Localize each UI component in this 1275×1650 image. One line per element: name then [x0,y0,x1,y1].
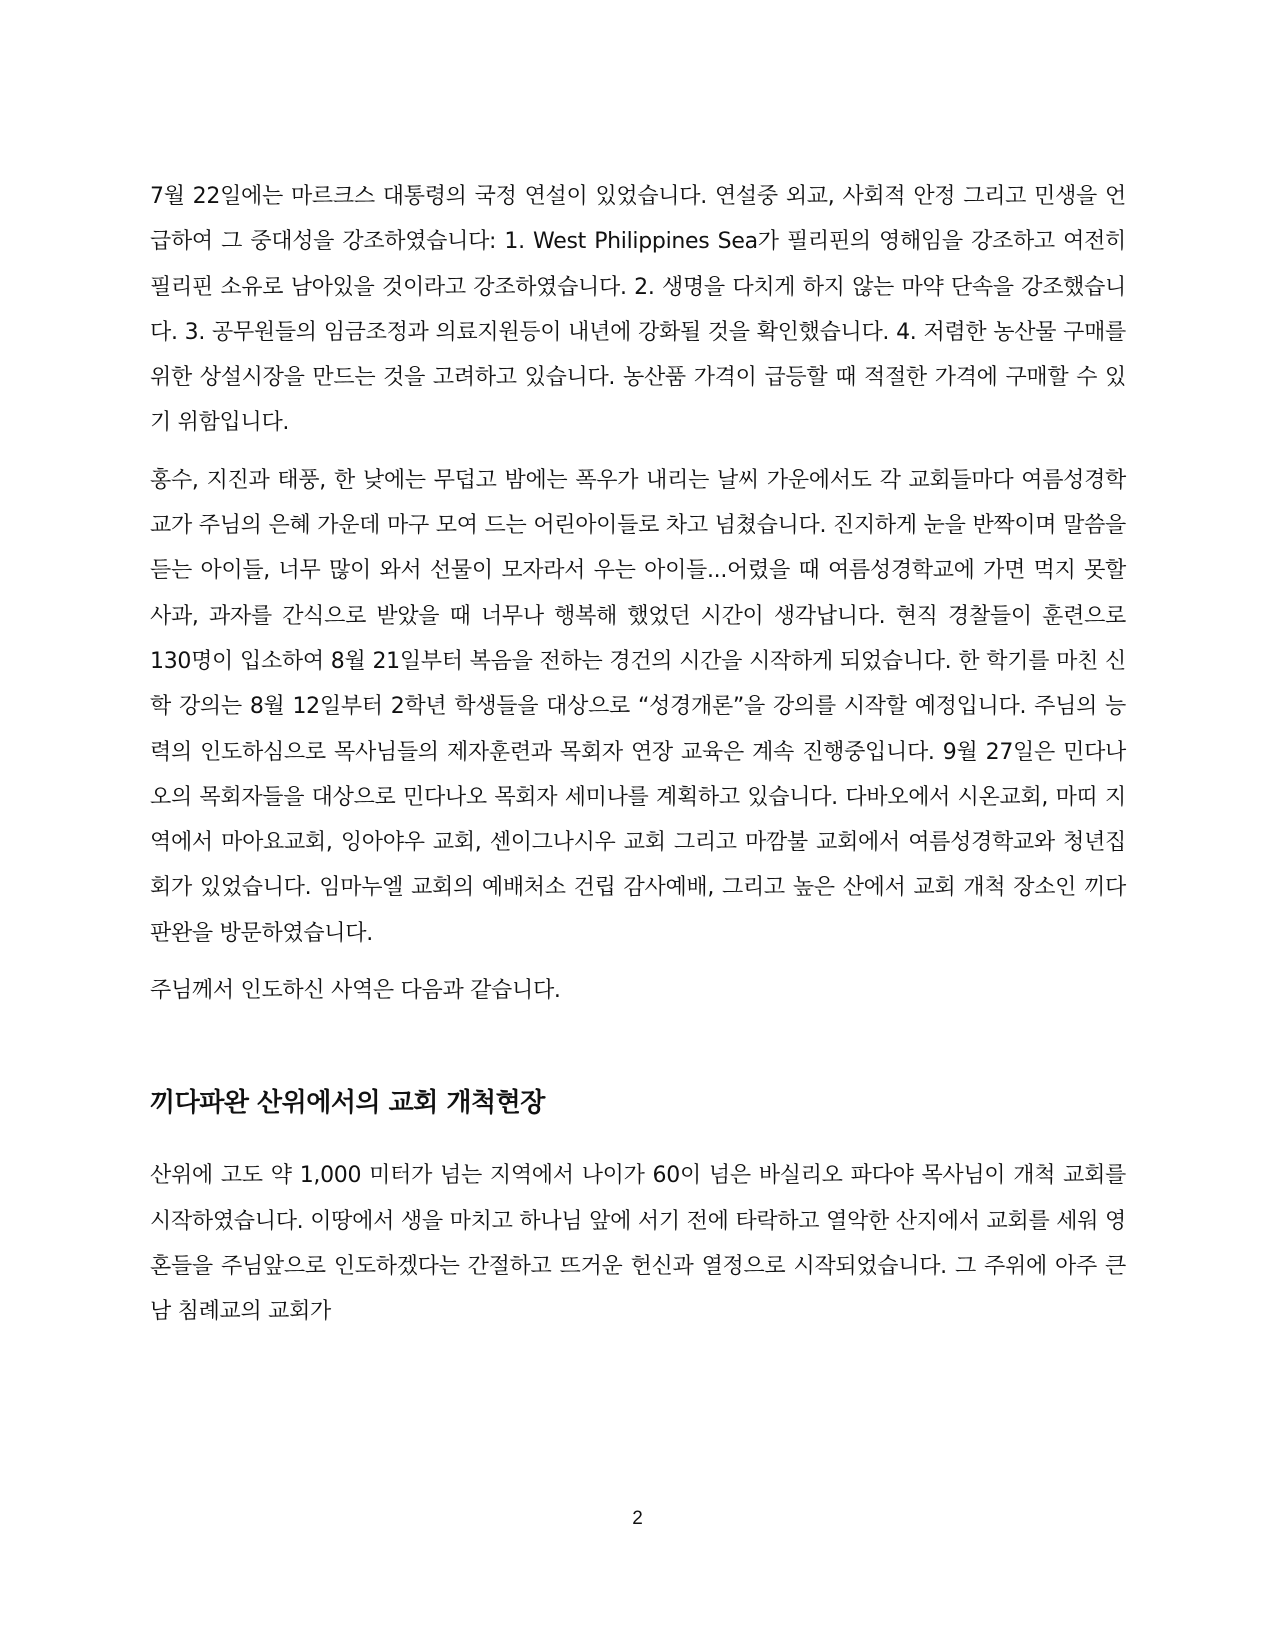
paragraph-ministry-intro: 주님께서 인도하신 사역은 다음과 같습니다. [150,978,561,1004]
paragraph-church-planting: 산위에 고도 약 1,000 미터가 넘는 지역에서 나이가 60이 넘은 바실리오 파다야 목사님이 개척 교회를 시작하였습니다. 이땅에서 생을 마치고 하나님 앞에 서기 전에 타락하고 열악한 산지에서 교회를 세워 영혼들을 주님앞으로 인도하겠다는 간절하고 뜨거운 헌신과 열정으로 시작되었습니다. 그 주위에 아주 큰 남 침례교의 교회가 [150,1163,1126,1325]
paragraph-ministry-updates: 홍수, 지진과 태풍, 한 낮에는 무덥고 밤에는 폭우가 내리는 날씨 가운에서도 각 교회들마다 여름성경학교가 주님의 은혜 가운데 마구 모여 드는 어린아이들로 차고 넘쳤습니다. 진지하게 눈을 반짝이며 말씀을 듣는 아이들, 너무 많이 와서 선물이 모자라서 우는 아이들...어렸을 때 여름성경학교에 가면 먹지 못할 사과, 과자를 간식으로 받았을 때 너무나 행복해 했었던 시간이 생각납니다. 현직 경찰들이 훈련으로 130명이 입소하여 8월 21일부터 복음을 전하는 경건의 시간을 시작하게 되었습니다. 한 학기를 마친 신학 강의는 8월 12일부터 2학년 학생들을 대상으로 “성경개론”을 강의를 시작할 예정입니다. 주님의 능력의 인도하심으로 목사님들의 제자훈련과 목회자 연장 교육은 계속 진행중입니다. 9월 27일은 민다나오의 목회자들을 대상으로 민다나오 목회자 세미나를 계획하고 있습니다. 다바오에서 시온교회, 마띠 지역에서 마아요교회, 잉아야우 교회, 센이그나시우 교회 그리고 마깜불 교회에서 여름성경학교와 청년집회가 있었습니다. 임마누엘 교회의 예배처소 건립 감사예배, 그리고 높은 산에서 교회 개척 장소인 끼다판완을 방문하였습니다. [150,467,1126,946]
paragraph-state-address: 7월 22일에는 마르크스 대통령의 국정 연설이 있었습니다. 연설중 외교, 사회적 안정 그리고 민생을 언급하여 그 중대성을 강조하였습니다: 1. West Philippines Sea가 필리핀의 영해임을 강조하고 여전히 필리핀 소유로 남아있을 것이라고 강조하였습니다. 2. 생명을 다치게 하지 않는 마약 단속을 강조했습니다. 3. 공무원들의 임금조정과 의료지원등이 내년에 강화될 것을 확인했습니다. 4. 저렴한 농산물 구매를 위한 상설시장을 만드는 것을 고려하고 있습니다. 농산품 가격이 급등할 때 적절한 가격에 구매할 수 있기 위함입니다. [150,184,1126,436]
page-number: 2 [632,1508,643,1529]
section-heading: 끼다파완 산위에서의 교회 개척현장 [150,1088,545,1119]
page-body [150,174,1126,1335]
